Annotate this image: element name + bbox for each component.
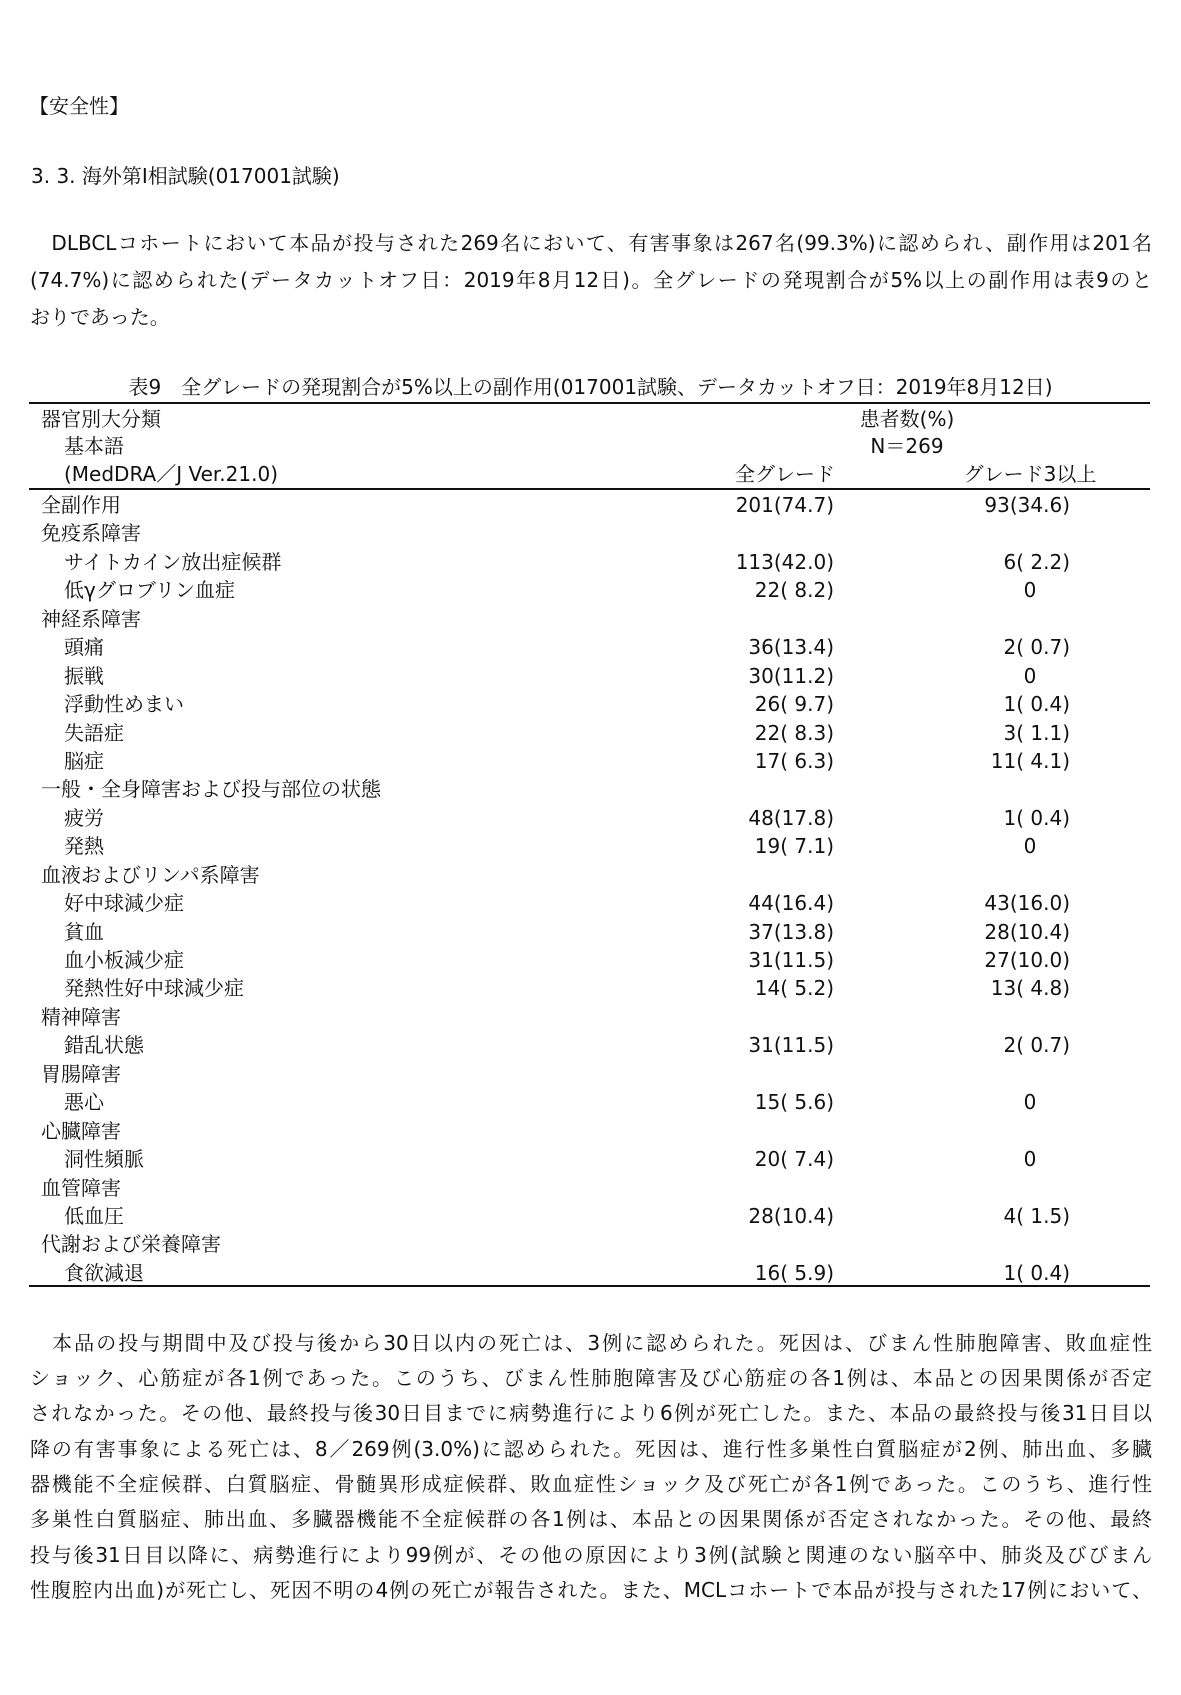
header-all-grades: 全グレード	[735, 462, 835, 486]
header-patients: 患者数(%)	[859, 407, 955, 431]
table-row	[29, 832, 1150, 860]
all-grades-value: 48(17.8)	[748, 805, 834, 830]
all-grades-value: 15( 5.6)	[754, 1090, 834, 1115]
row-label: 血管障害	[41, 1175, 121, 1200]
header-soc: 器官別大分類	[41, 407, 161, 431]
all-grades-value: 19( 7.1)	[754, 834, 834, 859]
table-row	[29, 889, 1150, 917]
all-grades-value: 30(11.2)	[748, 663, 834, 688]
table-row	[29, 804, 1150, 832]
table-row-category	[29, 1230, 1150, 1258]
grade3plus-value: 4( 1.5)	[1003, 1204, 1070, 1228]
grade3plus-value: 27(10.0)	[984, 948, 1070, 973]
grade3plus-value: 1( 0.4)	[1003, 805, 1070, 830]
table-row	[29, 576, 1150, 604]
grade3plus-value: 93(34.6)	[984, 493, 1070, 517]
grade3plus-value: 0	[1023, 663, 1037, 688]
row-label: 血小板減少症	[64, 948, 184, 973]
paragraph-line: 投与後31日目以降に、病勢進行により99例が、その他の原因により3例(試験と関連のない脳卒中、肺炎及びびまん	[30, 1543, 1152, 1567]
all-grades-value: 37(13.8)	[748, 919, 834, 944]
row-label: 好中球減少症	[64, 891, 184, 916]
header-dictionary: (MedDRA／J Ver.21.0)	[64, 462, 278, 486]
paragraph-line: されなかった。その他、最終投与後30日目までに病勢進行により6例が死亡した。また、本品の最終投与後31日目以	[30, 1401, 1152, 1425]
row-label: 精神障害	[41, 1004, 121, 1029]
paragraph-line: DLBCLコホートにおいて本品が投与された269名において、有害事象は267名(99.3%)に認められ、副作用は201名	[30, 231, 1152, 255]
grade3plus-value: 0	[1023, 834, 1037, 859]
table-row-category	[29, 1174, 1150, 1202]
grade3plus-value: 13( 4.8)	[990, 976, 1070, 1001]
row-label: 神経系障害	[41, 606, 141, 631]
table-row-category	[29, 519, 1150, 547]
table-row-category	[29, 1003, 1150, 1031]
all-grades-value: 201(74.7)	[735, 493, 834, 517]
row-label: 振戦	[64, 663, 104, 688]
row-label: 洞性頻脈	[64, 1147, 144, 1172]
all-grades-value: 31(11.5)	[748, 1033, 834, 1058]
row-label: 代謝および栄養障害	[41, 1232, 221, 1257]
grade3plus-value: 0	[1023, 578, 1037, 603]
grade3plus-value: 43(16.0)	[984, 891, 1070, 916]
row-label: 貧血	[64, 919, 104, 944]
header-grade3plus: グレード3以上	[963, 462, 1097, 486]
paragraph-line: 器機能不全症候群、白質脳症、骨髄異形成症候群、敗血症性ショック及び死亡が各1例であった。このうち、進行性	[30, 1472, 1152, 1496]
row-label: 低血圧	[64, 1204, 124, 1228]
paragraph-line: (74.7%)に認められた(データカットオフ日：2019年8月12日)。全グレードの発現割合が5%以上の副作用は表9のと	[30, 268, 1152, 292]
row-label: 胃腸障害	[41, 1061, 121, 1086]
row-label: 低γグロブリン血症	[64, 578, 236, 603]
row-label: 一般・全身障害および投与部位の状態	[41, 777, 381, 802]
table-row	[29, 1202, 1150, 1230]
all-grades-value: 113(42.0)	[735, 549, 834, 574]
header-bottom-rule	[29, 488, 1150, 490]
all-grades-value: 20( 7.4)	[754, 1147, 834, 1172]
table-row	[29, 747, 1150, 775]
paragraph-line: 本品の投与期間中及び投与後から30日以内の死亡は、3例に認められた。死因は、びまん性肺胞障害、敗血症性	[30, 1331, 1152, 1355]
grade3plus-value: 3( 1.1)	[1003, 720, 1070, 745]
row-label: 浮動性めまい	[64, 692, 184, 717]
grade3plus-value: 0	[1023, 1090, 1037, 1115]
table-row	[29, 974, 1150, 1002]
table-row	[29, 690, 1150, 718]
table-row	[29, 1259, 1150, 1287]
table-row	[29, 662, 1150, 690]
row-label: 発熱	[64, 834, 104, 859]
grade3plus-value: 1( 0.4)	[1003, 692, 1070, 717]
grade3plus-value: 11( 4.1)	[990, 748, 1070, 773]
table-top-rule	[29, 402, 1150, 404]
table-row	[29, 633, 1150, 661]
grade3plus-value: 1( 0.4)	[1003, 1260, 1070, 1285]
all-grades-value: 22( 8.2)	[754, 578, 834, 603]
grade3plus-value: 0	[1023, 1147, 1037, 1172]
table-row	[29, 548, 1150, 576]
header-pt: 基本語	[64, 434, 124, 458]
row-label: 発熱性好中球減少症	[64, 976, 244, 1001]
row-label: サイトカイン放出症候群	[64, 549, 282, 574]
paragraph-line: 降の有害事象による死亡は、8／269例(3.0%)に認められた。死因は、進行性多巣性白質脳症が2例、肺出血、多臓	[30, 1437, 1152, 1461]
row-label: 食欲減退	[64, 1260, 144, 1285]
row-label: 免疫系障害	[41, 521, 141, 546]
table-row-category	[29, 1060, 1150, 1088]
all-grades-value: 28(10.4)	[748, 1204, 834, 1228]
row-label: 血液およびリンパ系障害	[41, 862, 260, 887]
row-label: 錯乱状態	[64, 1033, 144, 1058]
table-row	[29, 1145, 1150, 1173]
row-label: 心臓障害	[41, 1118, 121, 1143]
table-row-category	[29, 491, 1150, 519]
table-bottom-rule	[29, 1285, 1150, 1287]
subsection-heading: 3. 3. 海外第Ⅰ相試験(017001試験)	[31, 164, 340, 188]
row-label: 全副作用	[41, 493, 121, 517]
all-grades-value: 36(13.4)	[748, 635, 834, 660]
paragraph-line: おりであった。	[30, 305, 170, 329]
table-row-category	[29, 605, 1150, 633]
row-label: 悪心	[64, 1090, 104, 1115]
table-row-category	[29, 1117, 1150, 1145]
table-caption: 表9 全グレードの発現割合が5%以上の副作用(017001試験、データカットオフ日：2019年8月12日)	[128, 375, 1053, 399]
grade3plus-value: 28(10.4)	[984, 919, 1070, 944]
all-grades-value: 44(16.4)	[748, 891, 834, 916]
table-row-category	[29, 861, 1150, 889]
all-grades-value: 16( 5.9)	[754, 1260, 834, 1285]
paragraph-line: ショック、心筋症が各1例であった。このうち、びまん性肺胞障害及び心筋症の各1例は、本品との因果関係が否定	[30, 1366, 1152, 1390]
table-row-category	[29, 775, 1150, 803]
table-row	[29, 946, 1150, 974]
table-row	[29, 1088, 1150, 1116]
table-row	[29, 719, 1150, 747]
table-row	[29, 918, 1150, 946]
all-grades-value: 22( 8.3)	[754, 720, 834, 745]
row-label: 脳症	[64, 748, 104, 773]
all-grades-value: 26( 9.7)	[754, 692, 834, 717]
grade3plus-value: 2( 0.7)	[1003, 635, 1070, 660]
table-row	[29, 1031, 1150, 1059]
paragraph-line: 多巣性白質脳症、肺出血、多臓器機能不全症候群の各1例は、本品との因果関係が否定されなかった。その他、最終	[30, 1507, 1152, 1531]
paragraph-line: 性腹腔内出血)が死亡し、死因不明の4例の死亡が報告された。また、MCLコホートで本品が投与された17例において、	[30, 1578, 1152, 1602]
row-label: 疲労	[64, 805, 104, 830]
row-label: 失語症	[64, 720, 124, 745]
all-grades-value: 31(11.5)	[748, 948, 834, 973]
all-grades-value: 17( 6.3)	[754, 748, 834, 773]
all-grades-value: 14( 5.2)	[754, 976, 834, 1001]
section-heading: 【安全性】	[29, 94, 129, 118]
grade3plus-value: 2( 0.7)	[1003, 1033, 1070, 1058]
header-n: N＝269	[870, 434, 944, 458]
grade3plus-value: 6( 2.2)	[1003, 549, 1070, 574]
row-label: 頭痛	[64, 635, 104, 660]
